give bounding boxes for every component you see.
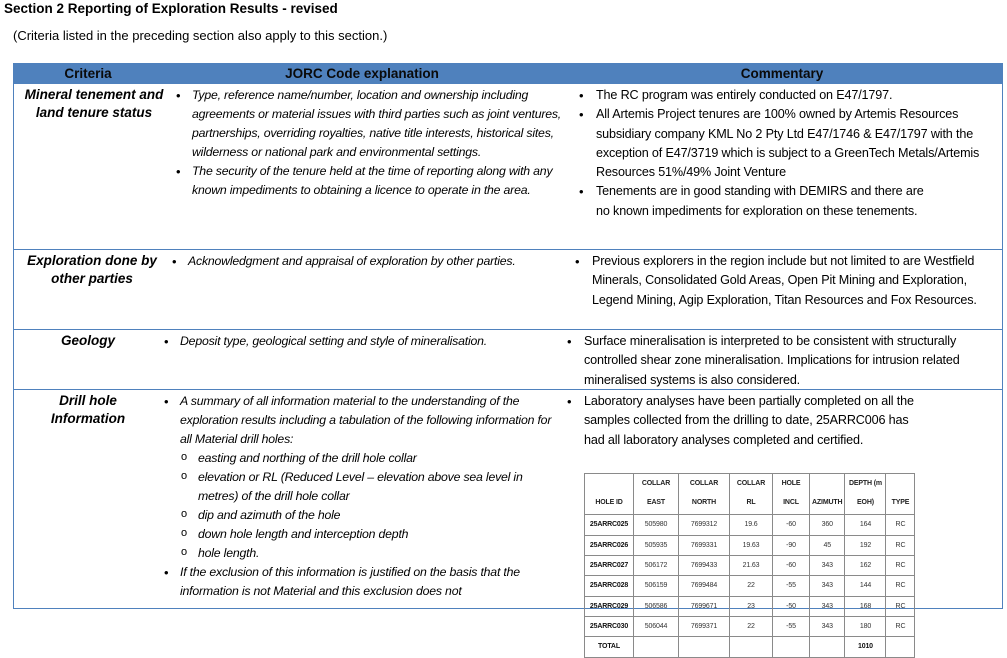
azimuth: 343	[810, 596, 845, 616]
explanation-subbullet: o hole length.	[180, 544, 562, 563]
criteria-cell: Geology	[60, 333, 115, 348]
hole-id: 25ARRC028	[585, 576, 634, 596]
table-row-mineral-tenement	[14, 84, 1002, 249]
type: RC	[886, 535, 915, 555]
drill-header-collar-north: COLLAR NORTH	[679, 473, 730, 515]
hole-incl: -60	[773, 515, 810, 535]
empty-cell	[634, 637, 679, 657]
collar-rl: 22	[730, 576, 773, 596]
collar-rl: 22	[730, 616, 773, 636]
section-subtitle: (Criteria listed in the preceding section also apply to this section.)	[13, 28, 388, 43]
hole-id: 25ARRC029	[585, 596, 634, 616]
explanation-bullet: • The security of the tenure held at the time of reporting along with any known impediments to obtaining a licence to operate in the area.	[174, 162, 574, 200]
drill-header-hole-incl: HOLE INCL	[773, 473, 810, 515]
commentary-cell	[570, 250, 1002, 329]
empty-cell	[886, 637, 915, 657]
depth: 180	[845, 616, 886, 636]
collar-north: 7699312	[679, 515, 730, 535]
explanation-subbullet: o easting and northing of the drill hole collar	[180, 449, 562, 468]
drill-header-azimuth: AZIMUTH	[810, 473, 845, 515]
collar-east: 506586	[634, 596, 679, 616]
drill-header-collar-east: COLLAR EAST	[634, 473, 679, 515]
type: RC	[886, 556, 915, 576]
criteria-cell: Drill hole Information	[50, 393, 126, 426]
collar-east: 506044	[634, 616, 679, 636]
hole-incl: -50	[773, 596, 810, 616]
azimuth: 343	[810, 616, 845, 636]
collar-east: 506159	[634, 576, 679, 596]
explanation-bullet-text: A summary of all information material to the understanding of the exploration results including a tabulation of the following information for all Material drill holes:	[180, 394, 552, 446]
header-criteria: Criteria	[64, 66, 112, 81]
commentary-bullet: • Laboratory analyses have been partially completed on all the samples collected from the drilling to date, 25ARRC006 has had all laboratory analyses completed and certified.	[562, 392, 1002, 450]
table-row-drill-hole-information	[14, 389, 1002, 651]
explanation-cell	[162, 330, 562, 389]
drill-table-row	[585, 556, 915, 576]
commentary-bullet: • All Artemis Project tenures are 100% owned by Artemis Resources subsidiary company KML No 2 Pty Ltd E47/1746 & E47/1797 with the exception of E47/3719 which is subject to a GreenTech Metals/Artemis Resources 51%/49% Joint Venture	[574, 105, 1002, 182]
explanation-subbullet: o down hole length and interception depth	[180, 525, 562, 544]
depth: 192	[845, 535, 886, 555]
total-label: TOTAL	[585, 637, 634, 657]
hole-id: 25ARRC026	[585, 535, 634, 555]
table-row-geology	[14, 329, 1002, 389]
table-header	[14, 63, 1002, 84]
hole-incl: -55	[773, 576, 810, 596]
hole-id: 25ARRC027	[585, 556, 634, 576]
collar-east: 505935	[634, 535, 679, 555]
explanation-sublist	[180, 449, 562, 563]
drill-table-row	[585, 596, 915, 616]
drill-table-row	[585, 616, 915, 636]
collar-north: 7699671	[679, 596, 730, 616]
hole-id: 25ARRC025	[585, 515, 634, 535]
hole-id: 25ARRC030	[585, 616, 634, 636]
commentary-bullet: • Surface mineralisation is interpreted to be consistent with structurally controlled shear zone mineralisation. Implications for intrusion related mineralised systems is also considered.	[562, 332, 1002, 390]
total-depth: 1010	[845, 637, 886, 657]
hole-incl: -55	[773, 616, 810, 636]
collar-rl: 19.63	[730, 535, 773, 555]
section-title: Section 2 Reporting of Exploration Results - revised	[4, 1, 338, 16]
table-row-exploration-other-parties	[14, 249, 1002, 329]
type: RC	[886, 576, 915, 596]
depth: 168	[845, 596, 886, 616]
depth: 164	[845, 515, 886, 535]
explanation-cell	[174, 84, 574, 249]
azimuth: 343	[810, 556, 845, 576]
commentary-cell	[574, 84, 1002, 249]
azimuth: 45	[810, 535, 845, 555]
empty-cell	[679, 637, 730, 657]
commentary-cell	[562, 390, 1002, 651]
collar-east: 506172	[634, 556, 679, 576]
criteria-cell: Exploration done by other parties	[27, 253, 157, 286]
collar-north: 7699331	[679, 535, 730, 555]
header-explanation: JORC Code explanation	[285, 66, 439, 81]
drill-header-type: TYPE	[886, 473, 915, 515]
explanation-bullet: • Deposit type, geological setting and style of mineralisation.	[162, 332, 562, 351]
commentary-bullet: • Tenements are in good standing with DEMIRS and there are no known impediments for exploration on these tenements.	[574, 182, 1002, 221]
collar-east: 505980	[634, 515, 679, 535]
drill-header-hole-id: HOLE ID	[585, 473, 634, 515]
criteria-cell: Mineral tenement and land tenure status	[24, 87, 164, 120]
explanation-bullet: • If the exclusion of this information is justified on the basis that the information is not Material and this exclusion does not	[162, 563, 562, 601]
drill-table-total-row	[585, 637, 915, 657]
collar-north: 7699433	[679, 556, 730, 576]
jorc-table	[13, 63, 1003, 651]
drill-table-header-row	[585, 473, 915, 515]
collar-rl: 19.6	[730, 515, 773, 535]
depth: 144	[845, 576, 886, 596]
empty-cell	[730, 637, 773, 657]
explanation-bullet: • Type, reference name/number, location and ownership including agreements or material issues with third parties such as joint ventures, partnerships, overriding royalties, native title interests, historical sites, wilderness or national park and environmental settings.	[174, 86, 574, 162]
explanation-cell	[170, 250, 570, 329]
collar-rl: 23	[730, 596, 773, 616]
hole-incl: -60	[773, 556, 810, 576]
type: RC	[886, 515, 915, 535]
explanation-bullet	[162, 392, 562, 563]
drill-table-row	[585, 576, 915, 596]
explanation-cell	[162, 390, 562, 608]
empty-cell	[810, 637, 845, 657]
empty-cell	[773, 637, 810, 657]
header-commentary: Commentary	[740, 66, 824, 81]
type: RC	[886, 596, 915, 616]
commentary-bullet: • The RC program was entirely conducted on E47/1797.	[574, 86, 1002, 105]
commentary-cell	[562, 330, 1002, 389]
azimuth: 343	[810, 576, 845, 596]
collar-north: 7699484	[679, 576, 730, 596]
drill-header-depth: DEPTH (m EOH)	[845, 473, 886, 515]
explanation-bullet: • Acknowledgment and appraisal of exploration by other parties.	[170, 252, 570, 271]
drill-header-collar-rl: COLLAR RL	[730, 473, 773, 515]
commentary-bullet: • Previous explorers in the region include but not limited to are Westfield Minerals, Consolidated Gold Areas, Open Pit Mining and Exploration, Legend Mining, Agip Exploration, Titan Resources and Fox Resources.	[570, 252, 1002, 310]
drill-table-row	[585, 515, 915, 535]
explanation-subbullet: o elevation or RL (Reduced Level – elevation above sea level in metres) of the drill hole collar	[180, 468, 562, 506]
azimuth: 360	[810, 515, 845, 535]
depth: 162	[845, 556, 886, 576]
explanation-subbullet: o dip and azimuth of the hole	[180, 506, 562, 525]
drill-table-row	[585, 535, 915, 555]
drill-hole-table	[584, 473, 915, 658]
type: RC	[886, 616, 915, 636]
collar-north: 7699371	[679, 616, 730, 636]
collar-rl: 21.63	[730, 556, 773, 576]
hole-incl: -90	[773, 535, 810, 555]
